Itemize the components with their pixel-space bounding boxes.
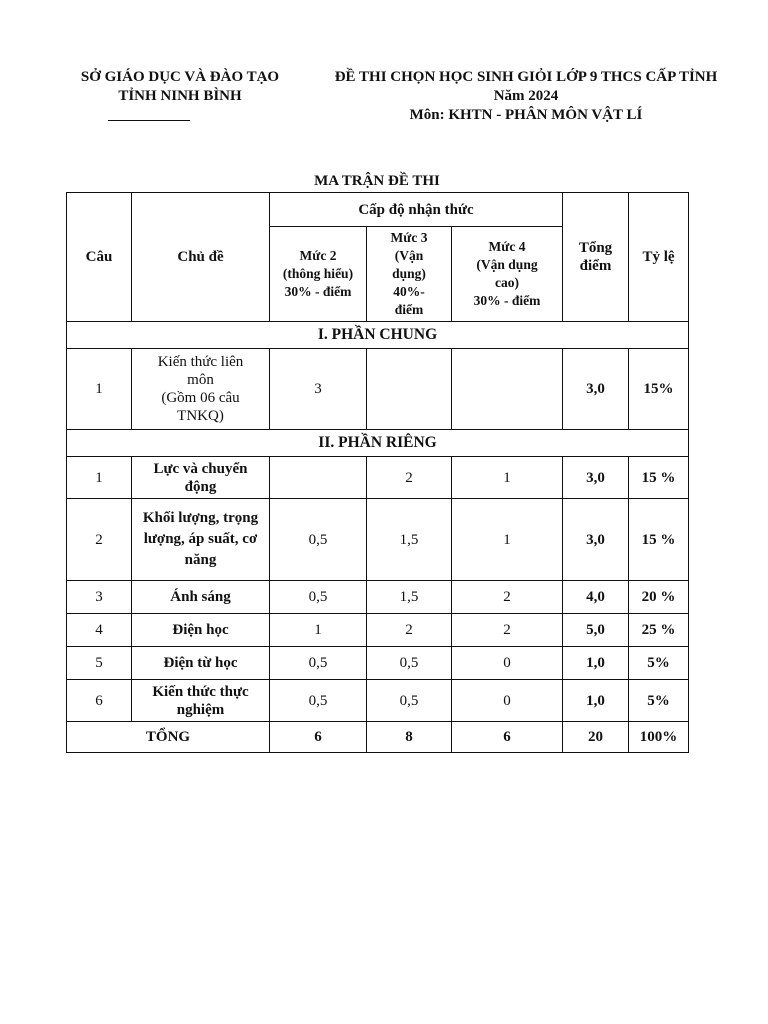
table-row [67, 457, 689, 499]
cell-muc-4: 0 [452, 680, 563, 722]
table-row [67, 680, 689, 722]
cell-muc-3: 2 [367, 614, 452, 647]
total-tong: 20 [563, 722, 629, 753]
cell-chu-de: Kiến thức thực nghiệm [132, 680, 270, 722]
total-muc-3: 8 [367, 722, 452, 753]
cell-muc-4: 2 [452, 581, 563, 614]
cell-muc-2 [270, 457, 367, 499]
section-title: II. PHẦN RIÊNG [67, 430, 689, 457]
total-ty-le: 100% [629, 722, 689, 753]
cell-muc-2: 3 [270, 349, 367, 430]
exam-subject: Môn: KHTN - PHÂN MÔN VẬT LÍ [409, 107, 643, 123]
cell-muc-3: 0,5 [367, 680, 452, 722]
header-muc-4: Mức 4 (Vận dụng cao) 30% - điểm [452, 227, 563, 322]
cell-muc-2: 1 [270, 614, 367, 647]
cell-chu-de: Lực và chuyển động [132, 457, 270, 499]
province-name: TỈNH NINH BÌNH [118, 88, 242, 104]
total-muc-4: 6 [452, 722, 563, 753]
exam-title: ĐỀ THI CHỌN HỌC SINH GIỎI LỚP 9 THCS CẤP TỈNH [334, 69, 718, 85]
cell-ty-le: 25 % [629, 614, 689, 647]
cell-muc-2: 0,5 [270, 499, 367, 581]
header-muc-3: Mức 3 (Vận dụng) 40%- điểm [367, 227, 452, 322]
cell-cau: 1 [67, 457, 132, 499]
cell-tong: 3,0 [563, 499, 629, 581]
header-ty-le: Tỷ lệ [629, 193, 689, 322]
cell-tong: 4,0 [563, 581, 629, 614]
cell-cau: 3 [67, 581, 132, 614]
table-row [67, 581, 689, 614]
table-row [67, 349, 689, 430]
cell-muc-2: 0,5 [270, 581, 367, 614]
cell-ty-le: 5% [629, 647, 689, 680]
cell-cau: 5 [67, 647, 132, 680]
table-row [67, 614, 689, 647]
section-row [67, 322, 689, 349]
header-underline [108, 120, 190, 121]
section-row [67, 430, 689, 457]
cell-chu-de: Điện từ học [132, 647, 270, 680]
cell-muc-4: 2 [452, 614, 563, 647]
cell-ty-le: 15% [629, 349, 689, 430]
cell-chu-de: Điện học [132, 614, 270, 647]
table-row [67, 647, 689, 680]
cell-cau: 2 [67, 499, 132, 581]
cell-muc-3: 2 [367, 457, 452, 499]
exam-matrix-table [66, 192, 689, 753]
department-name: SỞ GIÁO DỤC VÀ ĐÀO TẠO [80, 69, 280, 85]
cell-tong: 3,0 [563, 349, 629, 430]
cell-chu-de: Khối lượng, trọng lượng, áp suất, cơ năng [132, 499, 270, 581]
cell-muc-2: 0,5 [270, 647, 367, 680]
cell-ty-le: 15 % [629, 457, 689, 499]
header-row-1 [67, 193, 689, 227]
cell-muc-2: 0,5 [270, 680, 367, 722]
header-muc-2: Mức 2 (thông hiểu) 30% - điểm [270, 227, 367, 322]
cell-ty-le: 20 % [629, 581, 689, 614]
cell-tong: 1,0 [563, 647, 629, 680]
cell-muc-3: 0,5 [367, 647, 452, 680]
header-cau: Câu [67, 193, 132, 322]
cell-muc-3: 1,5 [367, 581, 452, 614]
cell-muc-4: 1 [452, 457, 563, 499]
total-muc-2: 6 [270, 722, 367, 753]
cell-cau: 1 [67, 349, 132, 430]
department-header [62, 68, 298, 106]
section-title: I. PHẦN CHUNG [67, 322, 689, 349]
table-row [67, 499, 689, 581]
cell-muc-4: 0 [452, 647, 563, 680]
cell-tong: 1,0 [563, 680, 629, 722]
cell-muc-4 [452, 349, 563, 430]
header-cap-do: Cấp độ nhận thức [270, 193, 563, 227]
header-chu-de: Chủ đề [132, 193, 270, 322]
cell-tong: 5,0 [563, 614, 629, 647]
cell-tong: 3,0 [563, 457, 629, 499]
cell-muc-3: 1,5 [367, 499, 452, 581]
cell-chu-de: Ánh sáng [132, 581, 270, 614]
cell-ty-le: 5% [629, 680, 689, 722]
exam-year: Năm 2024 [493, 88, 559, 104]
cell-muc-3 [367, 349, 452, 430]
cell-cau: 6 [67, 680, 132, 722]
cell-cau: 4 [67, 614, 132, 647]
exam-header [306, 68, 746, 125]
cell-muc-4: 1 [452, 499, 563, 581]
header-tong-diem: Tổng điểm [563, 193, 629, 322]
total-row [67, 722, 689, 753]
total-label: TỔNG [67, 722, 270, 753]
cell-chu-de: Kiến thức liên môn (Gồm 06 câu TNKQ) [132, 349, 270, 430]
matrix-title: MA TRẬN ĐỀ THI [314, 173, 440, 189]
cell-ty-le: 15 % [629, 499, 689, 581]
